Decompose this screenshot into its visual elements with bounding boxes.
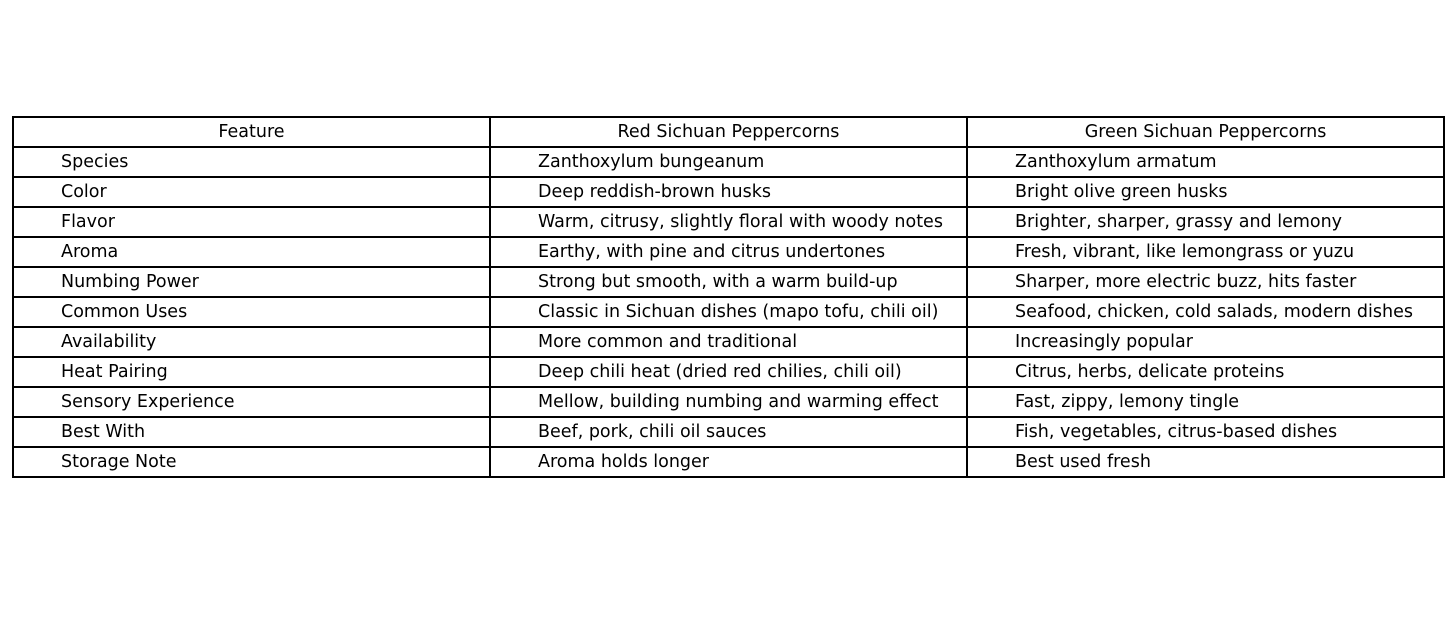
red-cell: Mellow, building numbing and warming effect (490, 387, 967, 417)
feature-cell: Aroma (13, 237, 490, 267)
green-cell: Citrus, herbs, delicate proteins (967, 357, 1444, 387)
red-cell: Zanthoxylum bungeanum (490, 147, 967, 177)
table-row (13, 177, 1444, 207)
red-cell: Aroma holds longer (490, 447, 967, 477)
feature-cell: Color (13, 177, 490, 207)
comparison-table (12, 116, 1445, 478)
table-row (13, 237, 1444, 267)
green-cell: Fresh, vibrant, like lemongrass or yuzu (967, 237, 1444, 267)
table-row (13, 207, 1444, 237)
feature-cell: Heat Pairing (13, 357, 490, 387)
feature-cell: Common Uses (13, 297, 490, 327)
table-row (13, 357, 1444, 387)
table-row (13, 447, 1444, 477)
red-cell: Classic in Sichuan dishes (mapo tofu, chili oil) (490, 297, 967, 327)
green-cell: Bright olive green husks (967, 177, 1444, 207)
feature-cell: Storage Note (13, 447, 490, 477)
comparison-table-container (12, 116, 1444, 478)
table-row (13, 387, 1444, 417)
green-cell: Best used fresh (967, 447, 1444, 477)
table-body (13, 147, 1444, 477)
table-row (13, 417, 1444, 447)
header-row (13, 117, 1444, 147)
column-header-red: Red Sichuan Peppercorns (490, 117, 967, 147)
column-header-feature: Feature (13, 117, 490, 147)
red-cell: Earthy, with pine and citrus undertones (490, 237, 967, 267)
green-cell: Increasingly popular (967, 327, 1444, 357)
red-cell: Deep chili heat (dried red chilies, chili oil) (490, 357, 967, 387)
feature-cell: Species (13, 147, 490, 177)
green-cell: Fish, vegetables, citrus-based dishes (967, 417, 1444, 447)
green-cell: Zanthoxylum armatum (967, 147, 1444, 177)
green-cell: Sharper, more electric buzz, hits faster (967, 267, 1444, 297)
table-row (13, 147, 1444, 177)
green-cell: Brighter, sharper, grassy and lemony (967, 207, 1444, 237)
green-cell: Fast, zippy, lemony tingle (967, 387, 1444, 417)
table-row (13, 327, 1444, 357)
column-header-green: Green Sichuan Peppercorns (967, 117, 1444, 147)
feature-cell: Numbing Power (13, 267, 490, 297)
table-header (13, 117, 1444, 147)
red-cell: Strong but smooth, with a warm build-up (490, 267, 967, 297)
feature-cell: Sensory Experience (13, 387, 490, 417)
feature-cell: Flavor (13, 207, 490, 237)
feature-cell: Availability (13, 327, 490, 357)
red-cell: Deep reddish-brown husks (490, 177, 967, 207)
red-cell: Warm, citrusy, slightly floral with woody notes (490, 207, 967, 237)
red-cell: More common and traditional (490, 327, 967, 357)
red-cell: Beef, pork, chili oil sauces (490, 417, 967, 447)
green-cell: Seafood, chicken, cold salads, modern dishes (967, 297, 1444, 327)
table-row (13, 297, 1444, 327)
table-row (13, 267, 1444, 297)
feature-cell: Best With (13, 417, 490, 447)
